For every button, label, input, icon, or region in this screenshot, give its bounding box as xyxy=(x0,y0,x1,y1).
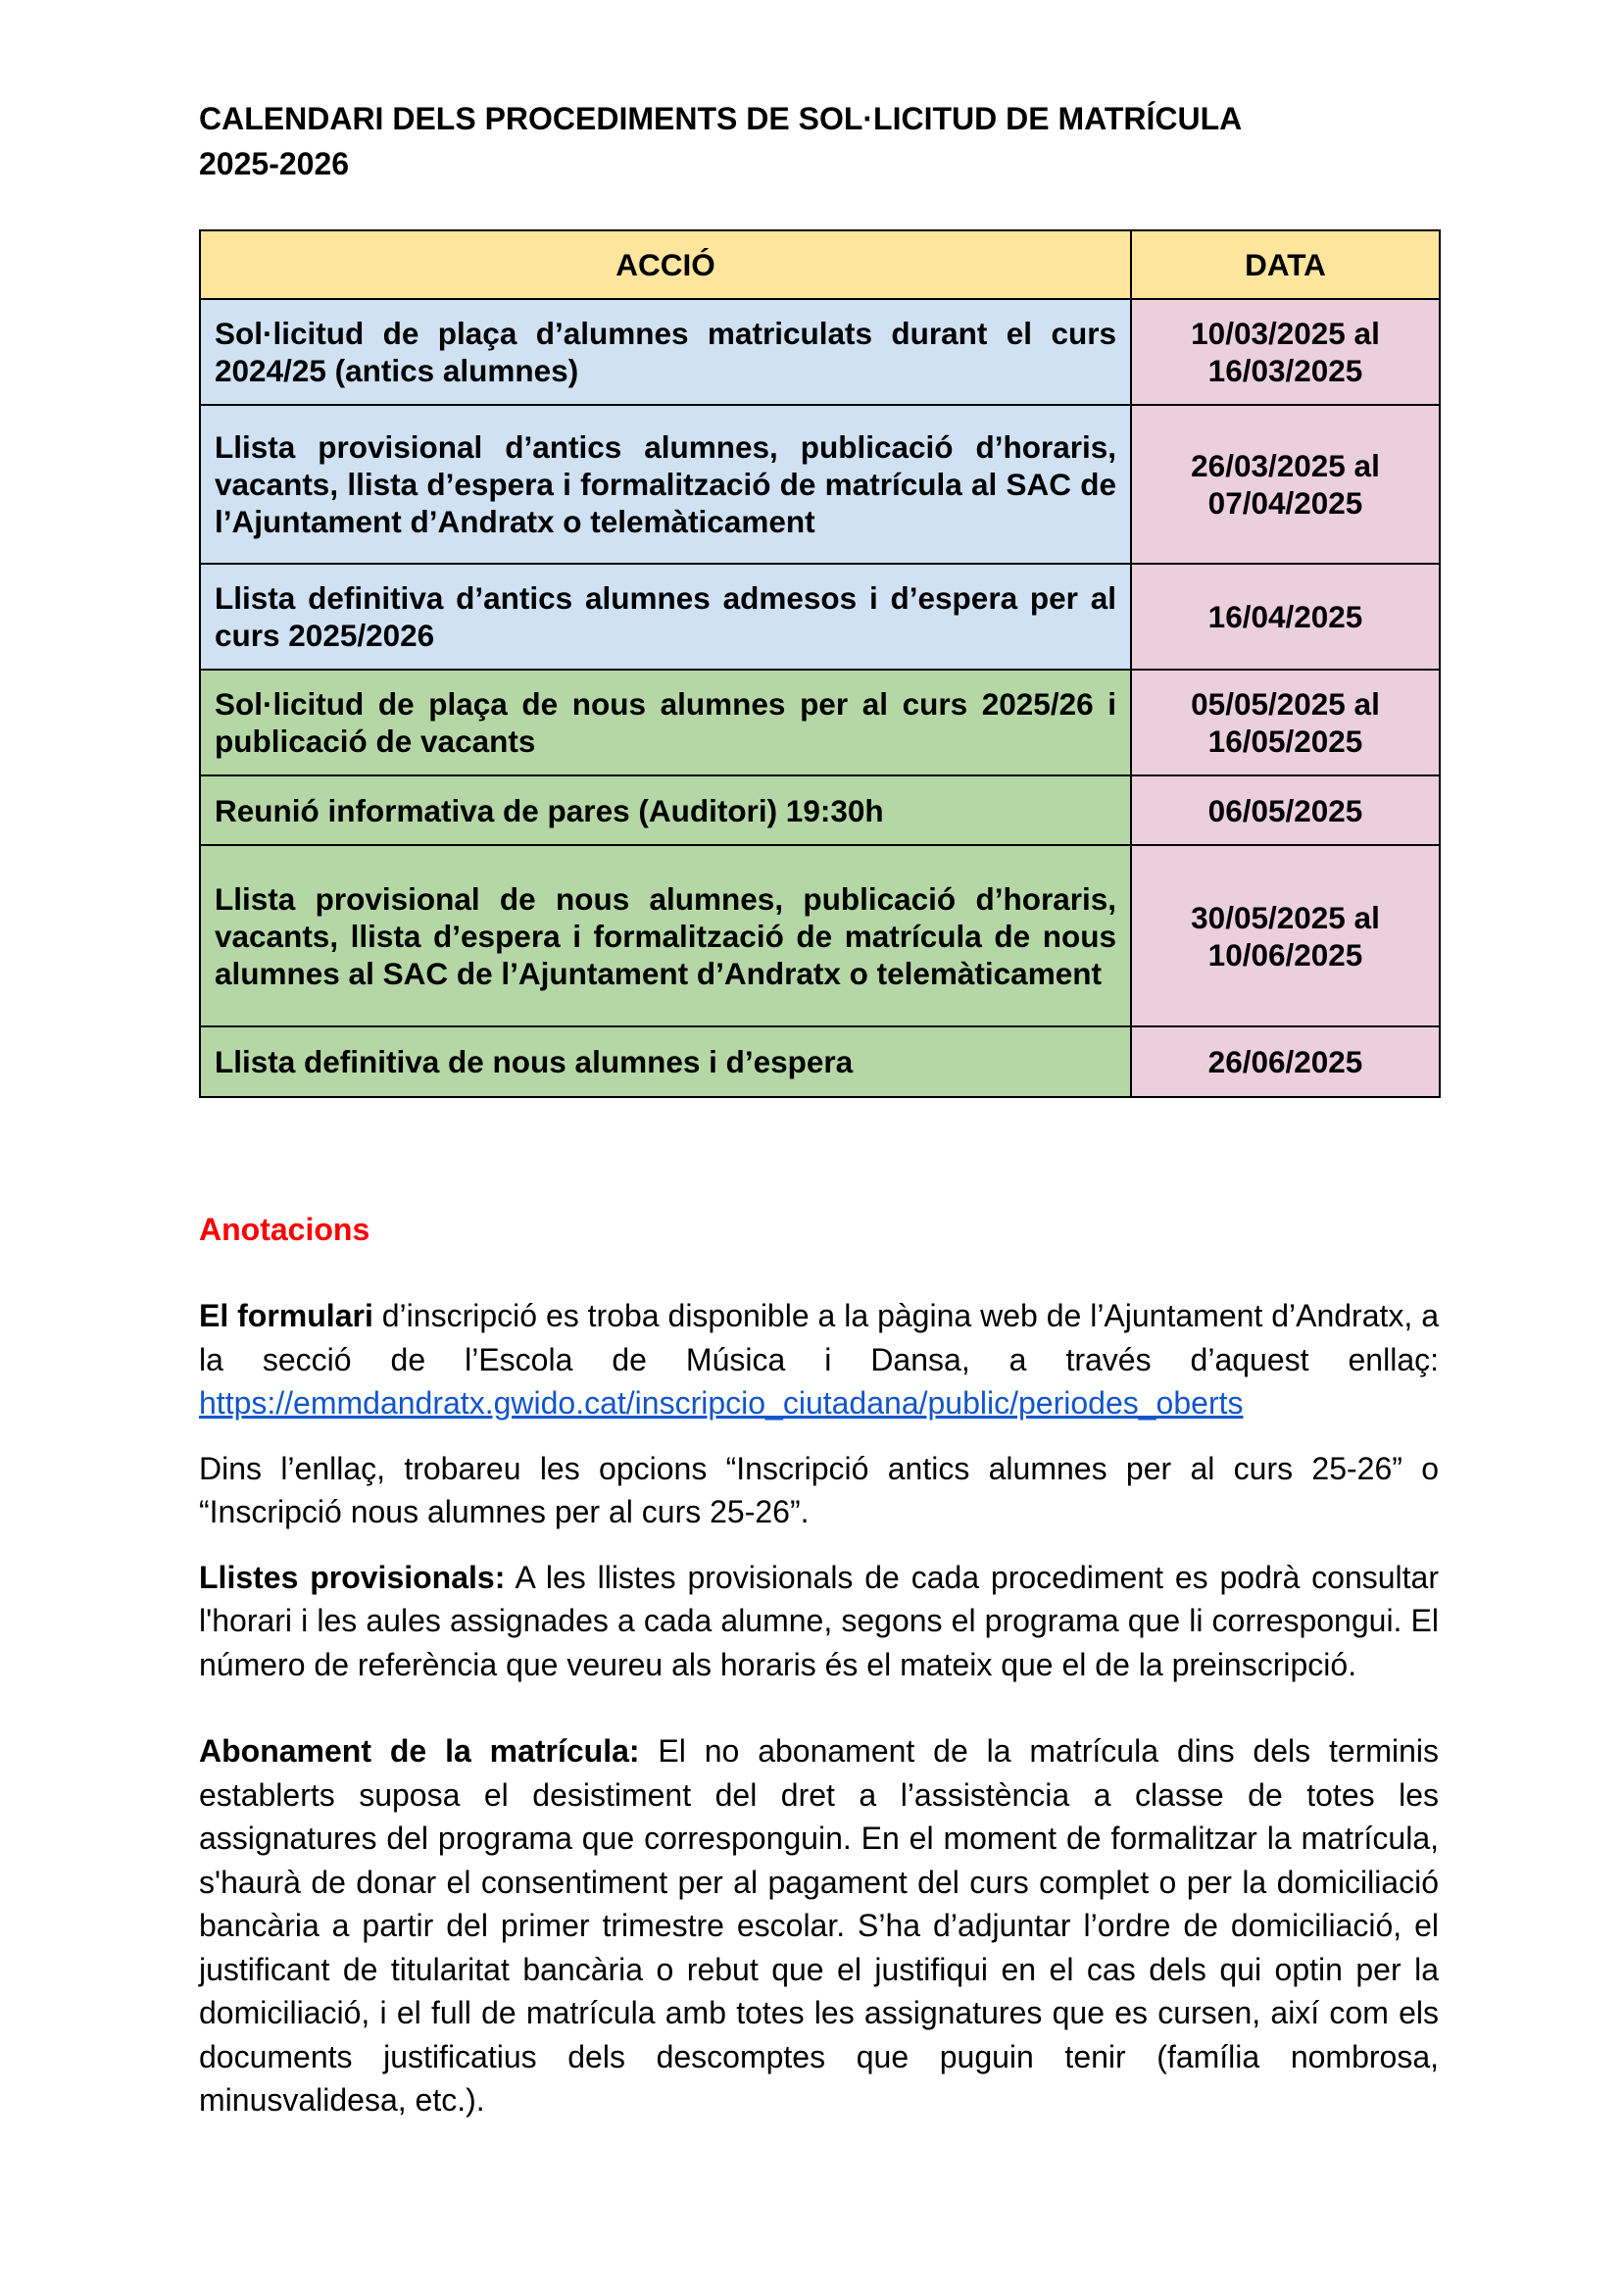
row-accio: Sol·licitud de plaça d’alumnes matriculats durant el curs 2024/25 (antics alumnes) xyxy=(200,299,1131,405)
table-header-row xyxy=(200,230,1440,299)
abonament-label: Abonament de la matrícula: xyxy=(199,1733,640,1769)
formulari-text: d’inscripció es troba disponible a la pàgina web de l’Ajuntament d’Andratx, a la secció de l’Escola de Música i Dansa, a través d’aquest enllaç: xyxy=(199,1298,1440,1377)
formulari-label: El formulari xyxy=(199,1298,373,1333)
row-data: 05/05/2025 al 16/05/2025 xyxy=(1131,670,1440,775)
title-line-1: CALENDARI DELS PROCEDIMENTS DE SOL·LICITUD DE MATRÍCULA xyxy=(199,101,1243,136)
table-row xyxy=(200,845,1440,1026)
row-accio: Llista definitiva d’antics alumnes admesos i d’espera per al curs 2025/2026 xyxy=(200,564,1131,670)
notes-section xyxy=(199,1208,1439,2144)
table-row xyxy=(200,1026,1440,1097)
llistes-text: A les llistes provisionals de cada procediment es podrà consultar l'horari i les aules assignades a cada alumne, segons el programa que li correspongui. El número de referència que veureu als horaris és el mateix que el de la preinscripció. xyxy=(199,1559,1440,1682)
title-line-2: 2025-2026 xyxy=(199,146,350,181)
notes-paragraph-llistes xyxy=(199,1556,1439,1687)
table-row xyxy=(200,670,1440,775)
row-accio: Sol·licitud de plaça de nous alumnes per al curs 2025/26 i publicació de vacants xyxy=(200,670,1131,775)
row-data: 06/05/2025 xyxy=(1131,775,1440,845)
page-title xyxy=(199,96,1424,186)
row-data: 26/06/2025 xyxy=(1131,1026,1440,1097)
table-row xyxy=(200,564,1440,670)
row-accio: Reunió informativa de pares (Auditori) 19:30h xyxy=(200,775,1131,845)
row-data: 10/03/2025 al 16/03/2025 xyxy=(1131,299,1440,405)
row-accio: Llista provisional d’antics alumnes, publicació d’horaris, vacants, llista d’espera i formalització de matrícula al SAC de l’Ajuntament d’Andratx o telemàticament xyxy=(200,405,1131,564)
column-header-data: DATA xyxy=(1131,230,1440,299)
llistes-label: Llistes provisionals: xyxy=(199,1559,506,1595)
table-row xyxy=(200,775,1440,845)
notes-heading: Anotacions xyxy=(199,1212,370,1247)
column-header-accio: ACCIÓ xyxy=(200,230,1131,299)
row-data: 26/03/2025 al 07/04/2025 xyxy=(1131,405,1440,564)
table-row xyxy=(200,405,1440,564)
row-data: 16/04/2025 xyxy=(1131,564,1440,670)
notes-paragraph-abonament xyxy=(199,1729,1439,2122)
row-data: 30/05/2025 al 10/06/2025 xyxy=(1131,845,1440,1026)
abonament-text: El no abonament de la matrícula dins dels terminis establerts suposa el desistiment del dret a l’assistència a classe de totes les assignatures del programa que corresponguin. En el moment de formalitzar la matrícula, s'haurà de donar el consentiment per al pagament del curs complet o per la domiciliació bancària a partir del primer trimestre escolar. S’ha d’adjuntar l’ordre de domiciliació, el justificant de titularitat bancària o rebut que el justifiqui en el cas dels qui optin per la domiciliació, i el full de matrícula amb totes les assignatures que es cursen, així com els documents justificatius dels descomptes que puguin tenir (família nombrosa, minusvalidesa, etc.). xyxy=(199,1733,1440,2118)
calendar-table xyxy=(199,229,1441,1098)
notes-paragraph-options: Dins l’enllaç, trobareu les opcions “Inscripció antics alumnes per al curs 25-26” o “Inscripció nous alumnes per al curs 25-26”. xyxy=(199,1450,1439,1529)
notes-paragraph-formulari xyxy=(199,1294,1439,1425)
inscription-link[interactable]: https://emmdandratx.gwido.cat/inscripcio_ciutadana/public/periodes_oberts xyxy=(199,1385,1244,1421)
row-accio: Llista provisional de nous alumnes, publicació d’horaris, vacants, llista d’espera i formalització de matrícula de nous alumnes al SAC de l’Ajuntament d’Andratx o telemàticament xyxy=(200,845,1131,1026)
row-accio: Llista definitiva de nous alumnes i d’espera xyxy=(200,1026,1131,1097)
table-row xyxy=(200,299,1440,405)
